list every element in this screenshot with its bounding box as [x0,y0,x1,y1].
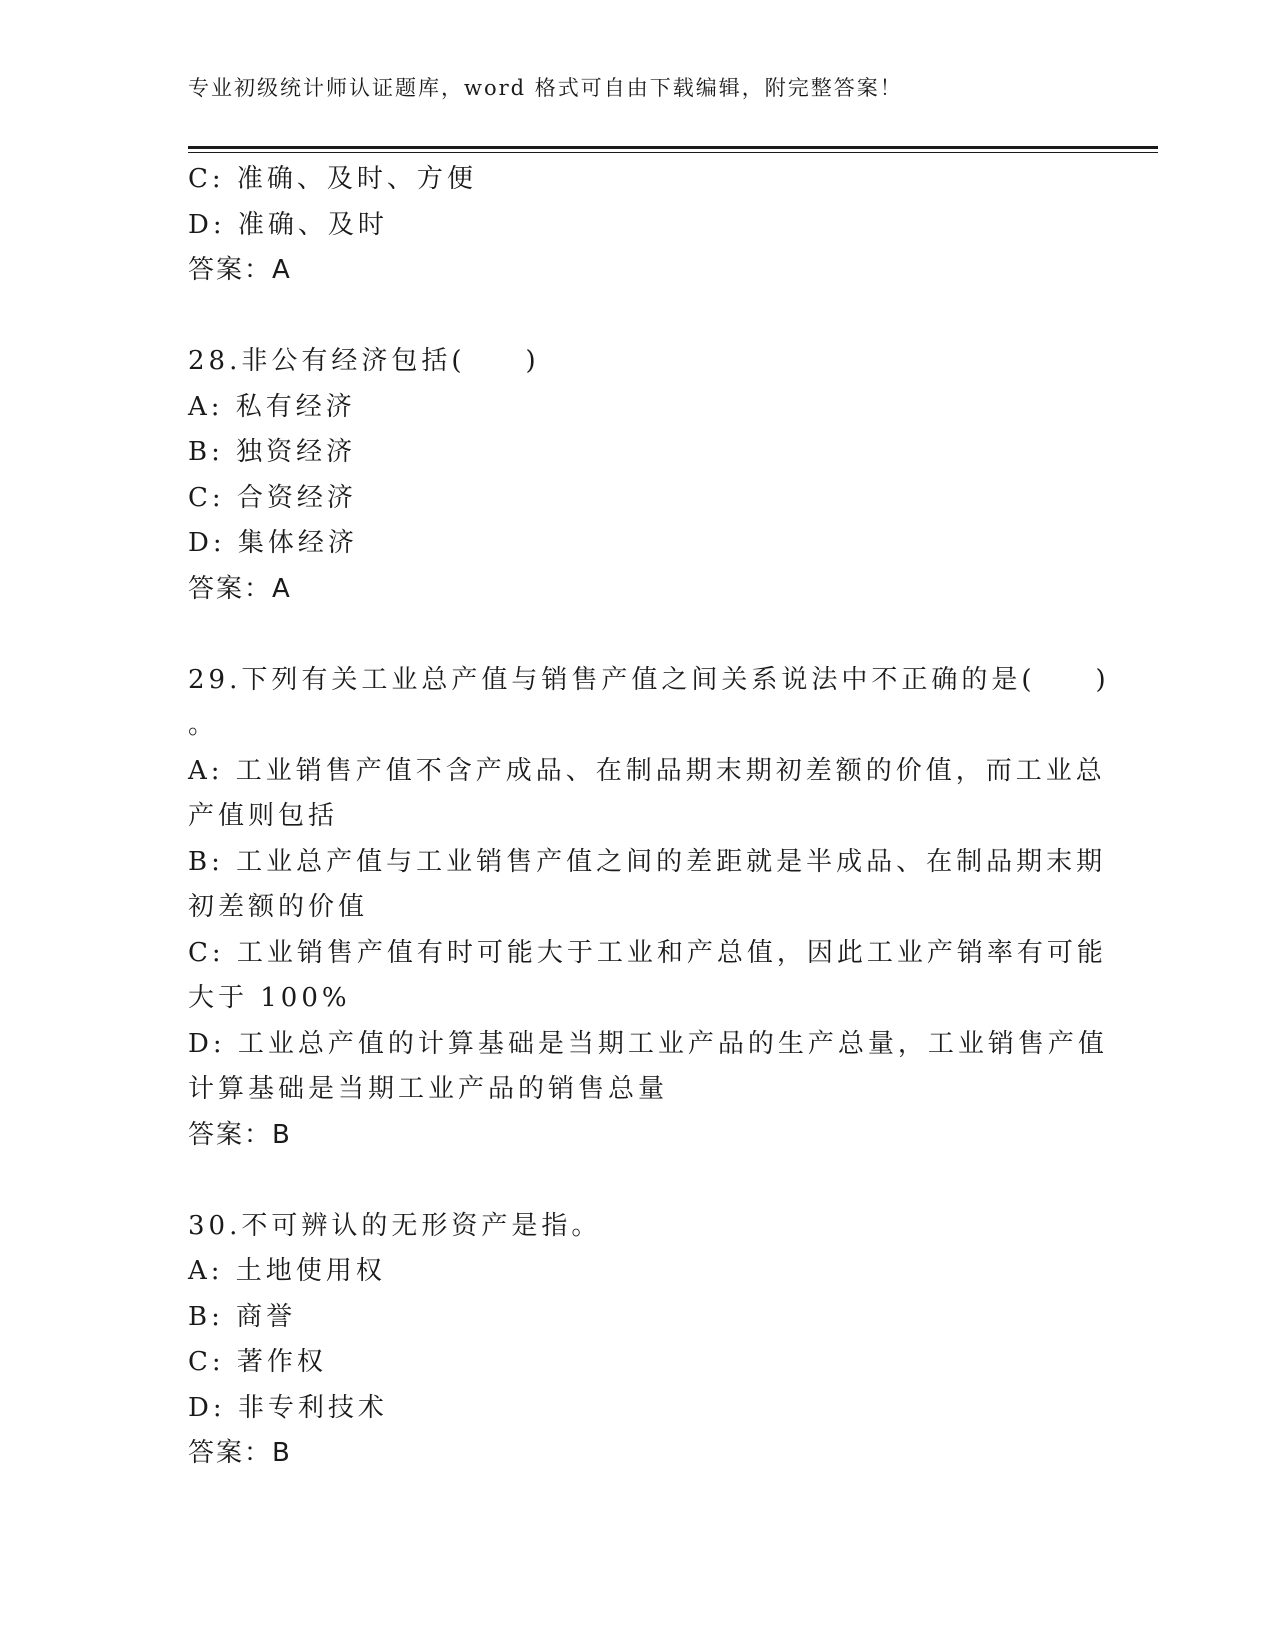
q28-option-a: A: 私有经济 [188,391,356,422]
q30-option-d: D: 非专利技术 [188,1392,388,1423]
q29-option-b-line2: 初差额的价值 [188,892,369,922]
spacer [188,294,1088,340]
q29-answer: 答案：B [188,1119,292,1150]
q29-option-d-line1: D: 工业总产值的计算基础是当期工业产品的生产总量，工业销售产值 [188,1028,1108,1059]
q30-option-b: B: 商誉 [188,1301,297,1332]
page-header: 专业初级统计师认证题库，word 格式可自由下载编辑，附完整答案！ [188,76,903,100]
q28-option-b: B: 独资经济 [188,437,357,467]
q29-option-a-line1: A: 工业销售产值不含产成品、在制品期末期初差额的价值，而工业总 [188,755,1106,786]
q29-question-line2: 。 [188,710,219,740]
q28-answer: 答案：A [188,573,292,604]
q29-option-a-line2: 产值则包括 [188,801,339,831]
spacer [188,612,1088,658]
q28-option-c: C: 合资经济 [188,482,357,513]
header-rule-thin [188,152,1158,153]
q30-option-c: C: 著作权 [188,1347,327,1377]
q29-question-line1: 29.下列有关工业总产值与销售产值之间关系说法中不正确的是( ) [188,664,1110,695]
q30-option-a: A: 土地使用权 [188,1256,386,1286]
q27-option-d: D: 准确、及时 [188,209,388,240]
q28-question: 28.非公有经济包括( ) [188,346,540,376]
q30-answer: 答案：B [188,1438,292,1468]
q28-option-d: D: 集体经济 [188,528,358,558]
spacer [188,1158,1088,1204]
q29-option-d-line2: 计算基础是当期工业产品的销售总量 [188,1074,669,1104]
q30-question: 30.不可辨认的无形资产是指。 [188,1210,602,1241]
q29-option-c-line1: C: 工业销售产值有时可能大于工业和产总值，因此工业产销率有可能 [188,937,1107,968]
header-rule-thick [188,146,1158,149]
q27-option-c: C: 准确、及时、方便 [188,164,477,194]
q27-answer: 答案：A [188,255,292,285]
q29-option-b-line1: B: 工业总产值与工业销售产值之间的差距就是半成品、在制品期末期 [188,846,1107,877]
question-content [188,157,1110,1477]
q29-option-c-line2: 大于 100% [188,983,351,1013]
